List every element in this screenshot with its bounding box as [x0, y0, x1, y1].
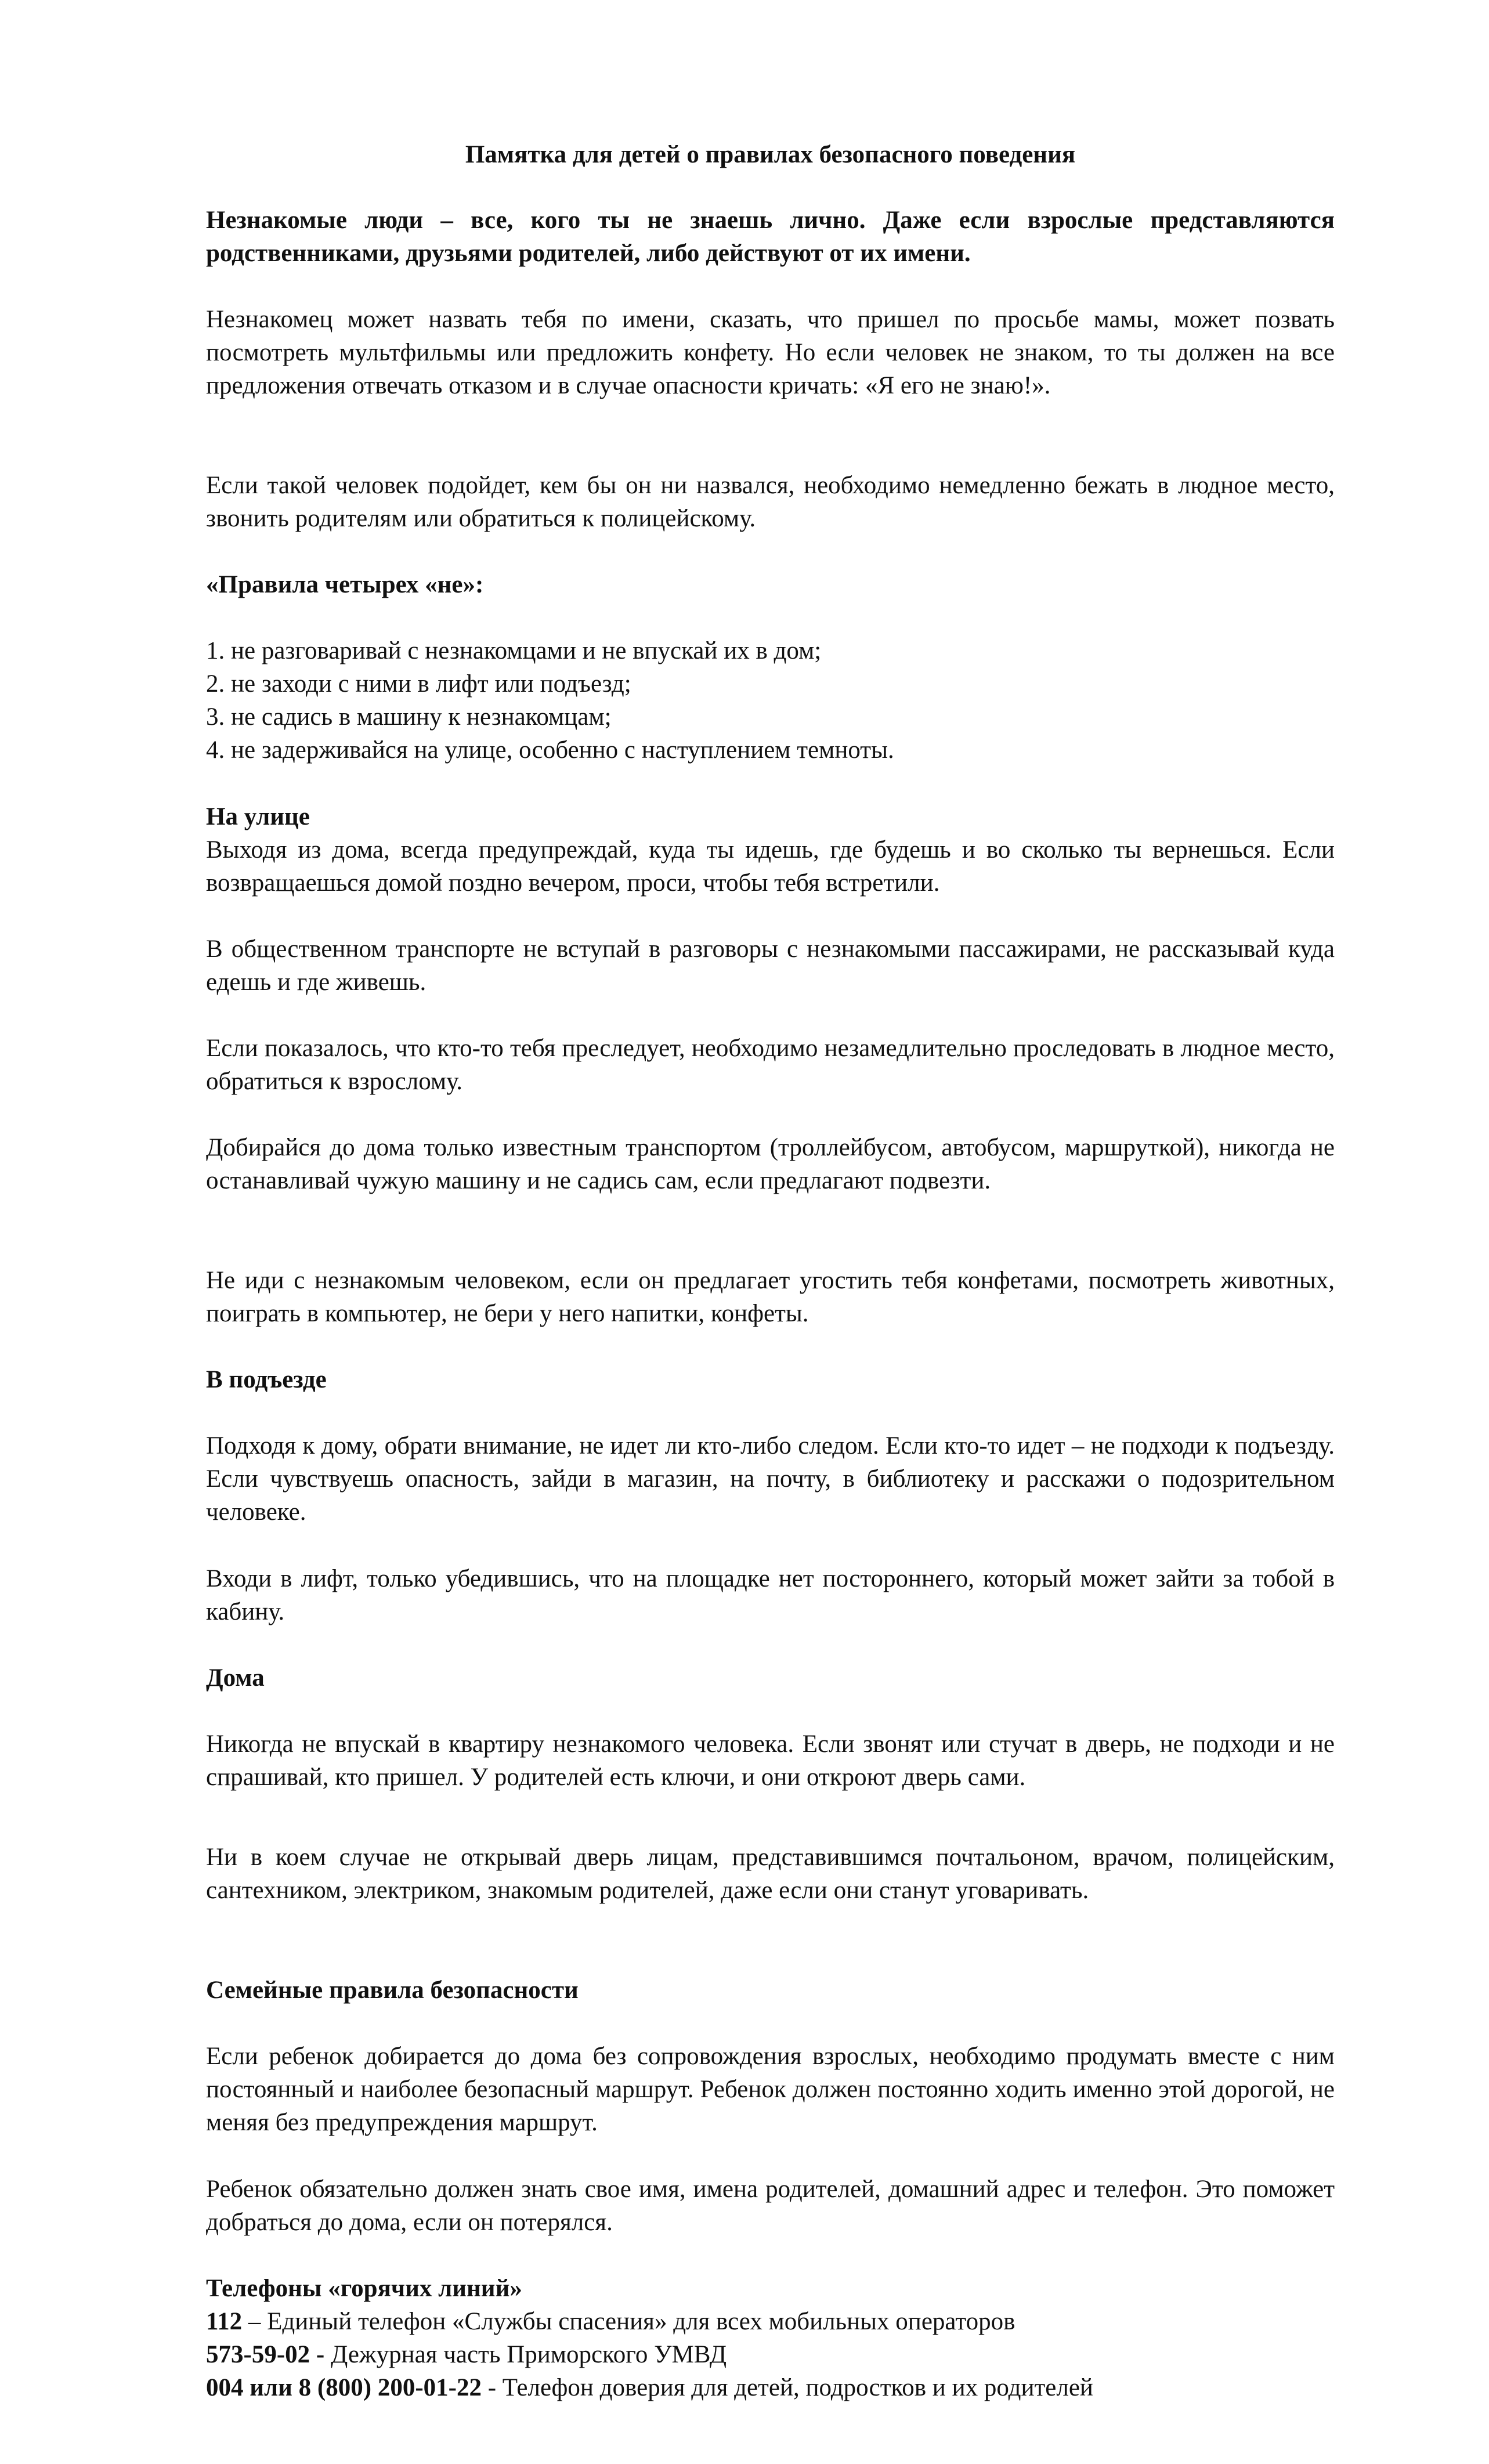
- street-paragraph: Добирайся до дома только известным транспортом (троллейбусом, автобусом, маршруткой), никогда не останавливай чужую машину и не садись сам, если предлагают подвезти.: [206, 1134, 1335, 1194]
- document-title: Памятка для детей о правилах безопасного поведения: [465, 141, 1076, 168]
- entrance-heading: В подъезде: [206, 1366, 327, 1393]
- rules-heading: «Правила четырех «не»:: [206, 571, 484, 598]
- hotline-number: 112: [206, 2308, 243, 2335]
- hotline-item: [206, 2338, 1335, 2371]
- street-heading: На улице: [206, 803, 310, 830]
- family-paragraph: Ребенок обязательно должен знать свое имя, имена родителей, домашний адрес и телефон. Это поможет добраться до дома, если он потерялся.: [206, 2176, 1335, 2236]
- hotlines-heading: Телефоны «горячих линий»: [206, 2275, 522, 2302]
- home-paragraph: Никогда не впускай в квартиру незнакомого человека. Если звонят или стучат в дверь, не подходи и не спрашивай, кто пришел. У родителей есть ключи, и они откроют дверь сами.: [206, 1730, 1335, 1791]
- street-paragraph: Не иди с незнакомым человеком, если он предлагает угостить тебя конфетами, посмотреть животных, поиграть в компьютер, не бери у него напитки, конфеты.: [206, 1267, 1335, 1327]
- home-heading: Дома: [206, 1664, 265, 1692]
- street-paragraph: Выходя из дома, всегда предупреждай, куда ты идешь, где будешь и во сколько ты вернешься. Если возвращаешься домой поздно вечером, проси, чтобы тебя встретили.: [206, 836, 1335, 897]
- hotline-description: – Единый телефон «Службы спасения» для всех мобильных операторов: [242, 2308, 1015, 2335]
- hotline-number: 573-59-02 -: [206, 2341, 325, 2368]
- hotlines-list: [206, 2305, 1335, 2404]
- street-paragraph: Если показалось, что кто-то тебя преследует, необходимо незамедлительно проследовать в людное место, обратиться к взрослому.: [206, 1035, 1335, 1095]
- rules-list: [206, 634, 1335, 767]
- hotline-description: - Телефон доверия для детей, подростков и их родителей: [481, 2374, 1093, 2401]
- rule-item: 4. не задерживайся на улице, особенно с наступлением темноты.: [206, 736, 894, 764]
- entrance-paragraph: Подходя к дому, обрати внимание, не идет ли кто-либо следом. Если кто-то идет – не подходи к подъезду. Если чувствуешь опасность, зайди в магазин, на почту, в библиотеку и расскажи о подозрительном человеке.: [206, 1432, 1335, 1526]
- hotline-description: Дежурная часть Приморского УМВД: [324, 2341, 727, 2368]
- family-paragraph: Если ребенок добирается до дома без сопровождения взрослых, необходимо продумать вместе с ним постоянный и наиболее безопасный маршрут. Ребенок должен постоянно ходить именно этой дорогой, не меняя без предупреждения маршрут.: [206, 2043, 1335, 2136]
- family-heading: Семейные правила безопасности: [206, 1977, 579, 2004]
- hotline-number: 004 или 8 (800) 200-01-22: [206, 2374, 482, 2401]
- rule-item: 3. не садись в машину к незнакомцам;: [206, 703, 612, 731]
- intro-paragraph: Незнакомые люди – все, кого ты не знаешь лично. Даже если взрослые представляются родственниками, друзьями родителей, либо действуют от их имени.: [206, 207, 1335, 267]
- rule-item: 1. не разговаривай с незнакомцами и не впускай их в дом;: [206, 637, 822, 664]
- rule-item: 2. не заходи с ними в лифт или подъезд;: [206, 670, 631, 698]
- home-paragraph: Ни в коем случае не открывай дверь лицам, представившимся почтальоном, врачом, полицейским, сантехником, электриком, знакомым родителей, даже если они станут уговаривать.: [206, 1844, 1335, 1904]
- hotline-item: [206, 2305, 1335, 2338]
- run-paragraph: Если такой человек подойдет, кем бы он ни назвался, необходимо немедленно бежать в людное место, звонить родителям или обратиться к полицейскому.: [206, 472, 1335, 532]
- stranger-paragraph: Незнакомец может назвать тебя по имени, сказать, что пришел по просьбе мамы, может позвать посмотреть мультфильмы или предложить конфету. Но если человек не знаком, то ты должен на все предложения отвечать отказом и в случае опасности кричать: «Я его не знаю!».: [206, 306, 1335, 399]
- hotline-item: [206, 2371, 1335, 2404]
- street-paragraph: В общественном транспорте не вступай в разговоры с незнакомыми пассажирами, не рассказывай куда едешь и где живешь.: [206, 935, 1335, 996]
- entrance-paragraph: Входи в лифт, только убедившись, что на площадке нет постороннего, который может зайти за тобой в кабину.: [206, 1565, 1335, 1625]
